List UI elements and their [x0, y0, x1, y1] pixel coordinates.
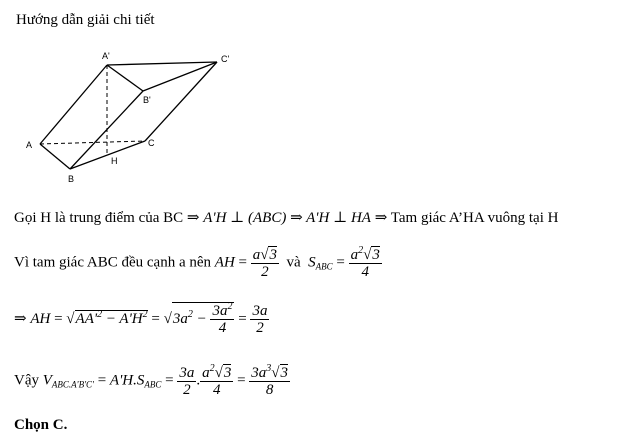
edge-a-aprime [40, 65, 107, 144]
solution-line-2: Vì tam giác ABC đều cạnh a nên AH = $\frac{a√3}{2}$ và $S_{ABC}$ = $\frac{a^2√3}{4}$ [14, 245, 380, 280]
solution-line-3: ⇒ AH = $√AA'^2 - A'H^2 = √3a^2$ − $\frac{3a^2}{4}$ = $\frac{3a}{2}$ [14, 301, 268, 336]
solution-line-1: Gọi H là trung điểm của BC ⇒ A'H ⊥ (ABC) ⇒ A'H ⊥ HA ⇒ Tam giác A’HA vuông tại H [14, 210, 559, 226]
label-a: A [26, 140, 33, 150]
frac-3a-over-2: $\frac{3a}{2}$ [252, 303, 268, 336]
label-b: B [68, 174, 75, 184]
line2-text: Vì tam giác ABC đều cạnh a nên [14, 254, 212, 271]
label-c: C [148, 138, 155, 148]
solution-line-4: Vậy $V_{ABC.A'B'C'} = A'H.S_{ABC}$ = $\frac{3a}{2}$ . $\frac{a^2√3}{4}$ = $\frac{3a^3√3}{8}$ [14, 363, 289, 398]
label-h: H [111, 156, 118, 166]
answer-choice: Chọn C. [14, 417, 68, 433]
line2-and: và [286, 254, 301, 271]
edge-bprime-cprime [143, 62, 217, 91]
label-c-prime: C' [221, 54, 230, 64]
label-b-prime: B' [143, 95, 151, 105]
prism-figure [0, 40, 250, 190]
edge-aprime-bprime [107, 65, 143, 91]
frac-a2-sqrt3-over-4: $\frac{a^2√3}{4}$ [350, 245, 380, 280]
frac-a-sqrt3-over-2: $\frac{a√3}{2}$ [252, 247, 277, 280]
solution-heading: Hướng dẫn giải chi tiết [16, 12, 155, 28]
label-a-prime: A' [102, 51, 110, 61]
edge-aprime-cprime [107, 62, 217, 65]
line1-conclusion: Tam giác A’HA vuông tại H [390, 210, 559, 226]
line1-math: A'H ⊥ (ABC) ⇒ A'H ⊥ HA [203, 210, 371, 226]
edge-c-cprime [145, 62, 217, 141]
frac-volume-result: $\frac{3a^3√3}{8}$ [251, 363, 289, 398]
edge-a-c-hidden [40, 141, 145, 144]
edge-a-b [40, 144, 70, 169]
line4-text: Vậy [14, 372, 39, 389]
line1-text: Gọi H là trung điểm của BC [14, 210, 184, 226]
